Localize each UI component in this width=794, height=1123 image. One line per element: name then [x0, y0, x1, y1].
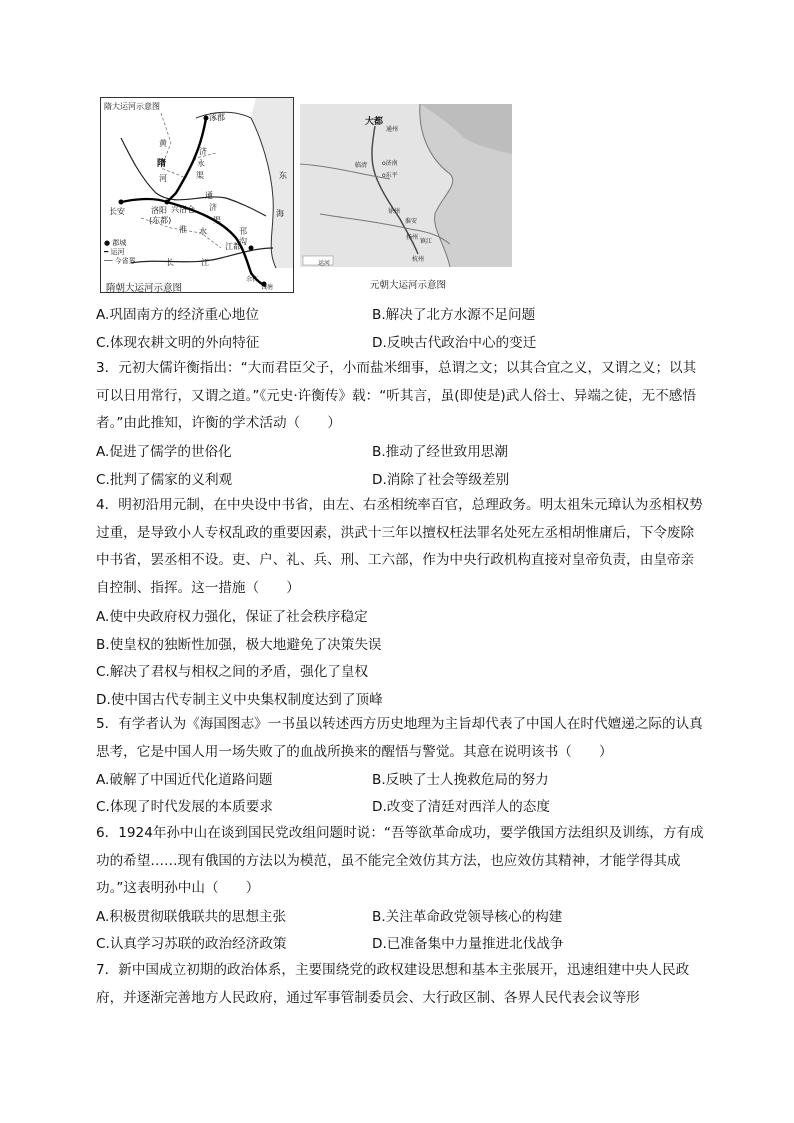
map-label: 长 — [166, 258, 174, 267]
map-label: o东平 — [382, 172, 398, 179]
sui-canal-map — [100, 97, 294, 293]
q3-option-d: D.消除了社会等级差别 — [372, 472, 510, 488]
yuan-map-caption: 元朝大运河示意图 — [370, 280, 447, 291]
q5-option-a: A.破解了中国近代化道路问题 — [96, 772, 273, 788]
map-label: 镇江 — [420, 238, 433, 245]
sui-map-caption: 隋朝大运河示意图 — [106, 283, 183, 294]
map-label: 徐州 — [388, 208, 401, 215]
q6-option-c: C.认真学习苏联的政治经济政策 — [96, 936, 287, 952]
map-label: 通州 — [386, 126, 399, 133]
map-label: 渠 — [213, 216, 221, 225]
map-label: 淮安 — [405, 218, 418, 225]
map-label: 江 — [201, 258, 209, 267]
q4-option-c: C.解决了君权与相权之间的矛盾，强化了皇权 — [96, 664, 369, 680]
q6-option-b: B.关注革命政党领导核心的构建 — [372, 909, 563, 925]
map-label: 涿郡 — [209, 113, 225, 122]
map-label: 济 — [209, 203, 217, 212]
q5-option-b: B.反映了士人挽救危局的努力 — [372, 772, 549, 788]
map-label: 钱塘 — [261, 284, 274, 291]
map-label: 济 — [199, 147, 207, 156]
map-label: 杭州 — [412, 256, 425, 263]
map-label: 隋 — [157, 159, 167, 169]
q3-option-c: C.批判了儒家的义利观 — [96, 472, 233, 488]
q6-option-d: D.已准备集中力量推进北伐战争 — [372, 936, 564, 952]
map-label: 东 — [279, 171, 287, 180]
q3-option-a: A.促进了儒学的世俗化 — [96, 444, 232, 460]
map-label: o济南 — [382, 160, 398, 167]
map-label: 通 — [205, 191, 213, 200]
map-label: 邗 — [239, 227, 247, 236]
q3-stem: 3．元初大儒许衡指出：“大而君臣父子，小而盐米细事，总谓之文；以其合宜之义，又谓之义；以其可以日用常行，又谓之道。”《元史·许衡传》载：“听其言，虽(即使是)武人俗士、异端之徒，无不感悟者。”由此推知，许衡的学术活动（ ） — [96, 360, 697, 431]
legend-item: ● 郡城 — [104, 239, 127, 247]
q6-stem: 6．1924年孙中山在谈到国民党改组问题时说：“吾等欲革命成功，要学俄国方法组织及训练，方有成功的希望……现有俄国的方法以为模范，虽不能完全效仿其方法，也应效仿其精神，才能学得其成功。”这表明孙中山（ ） — [96, 825, 704, 896]
map-label: 大都 — [365, 117, 384, 127]
map-label: 洛阳 — [151, 206, 167, 215]
map-label: 黄 — [159, 139, 167, 148]
q3-option-b: B.推动了经世致用思潮 — [372, 444, 508, 460]
map-label: 海 — [276, 209, 284, 218]
map-label: 余杭 — [246, 276, 259, 283]
maps-figure — [100, 97, 515, 297]
yuan-canal-map-drawing — [300, 104, 512, 267]
q7-stem: 7．新中国成立初期的政治体系，主要围绕党的政权建设思想和基本主张展开，迅速组建中央人民政府，并逐渐完善地方人民政府，通过军事管制委员会、大行政区制、各界人民代表会议等形 — [96, 962, 690, 1006]
map-label: 淮 — [179, 225, 187, 234]
map-label: (东都) — [149, 216, 172, 225]
q4-option-a: A.使中央政府权力强化，保证了社会秩序稳定 — [96, 609, 368, 625]
q4-option-d: D.使中国古代专制主义中央集权制度达到了顶峰 — [96, 692, 383, 708]
q4-stem: 4．明初沿用元制，在中央设中书省，由左、右丞相统率百官，总理政务。明太祖朱元璋认为丞相权势过重，是导致小人专权乱政的重要因素，洪武十三年以擅权枉法罪名处死左丞相胡惟庸后，下令废除中书省，罢丞相不设。吏、户、礼、兵、刑、工六部，作为中央行政机构直接对皇帝负责，由皇帝亲自控制、指挥。这一措施（ ） — [96, 497, 703, 596]
map-label: 水 — [199, 227, 207, 236]
q5-option-c: C.体现了时代发展的本质要求 — [96, 799, 273, 815]
legend-item: ━ 运河 — [104, 248, 125, 256]
legend-item: ── 今省界 — [104, 257, 136, 265]
map-label: 江都 — [225, 242, 241, 251]
map-label: 扬州 — [406, 234, 419, 241]
map-label: 沟 — [239, 237, 247, 246]
q4-option-b: B.使皇权的独断性加强，极大地避免了决策失误 — [96, 637, 382, 653]
map-label: 永 — [197, 159, 205, 168]
q2-option-a: A.巩固南方的经济重心地位 — [96, 307, 259, 323]
map-label: 长安 — [109, 207, 125, 216]
map-label: 运河 — [318, 260, 331, 267]
map-label: 兴洛仓 — [171, 205, 195, 214]
q2-option-c: C.体现农耕文明的外向特征 — [96, 335, 260, 351]
q2-option-d: D.反映古代政治中心的变迁 — [372, 335, 537, 351]
sui-map-legend — [104, 239, 136, 266]
q2-option-b: B.解决了北方水源不足问题 — [372, 307, 536, 323]
q6-option-a: A.积极贯彻联俄联共的思想主张 — [96, 909, 287, 925]
q5-option-d: D.改变了清廷对西洋人的态度 — [372, 799, 550, 815]
map-label: 临清 — [355, 162, 368, 169]
map-label: 河 — [159, 174, 167, 183]
sui-map-title: 隋大运河示意图 — [104, 102, 160, 111]
yuan-canal-map — [300, 104, 512, 267]
q5-stem: 5．有学者认为《海国图志》一书虽以转述西方历史地理为主旨却代表了中国人在时代嬗递之际的认真思考，它是中国人用一场失败了的血战所换来的醒悟与警觉。其意在说明该书（ ） — [96, 716, 703, 760]
map-label: 渠 — [196, 171, 204, 180]
